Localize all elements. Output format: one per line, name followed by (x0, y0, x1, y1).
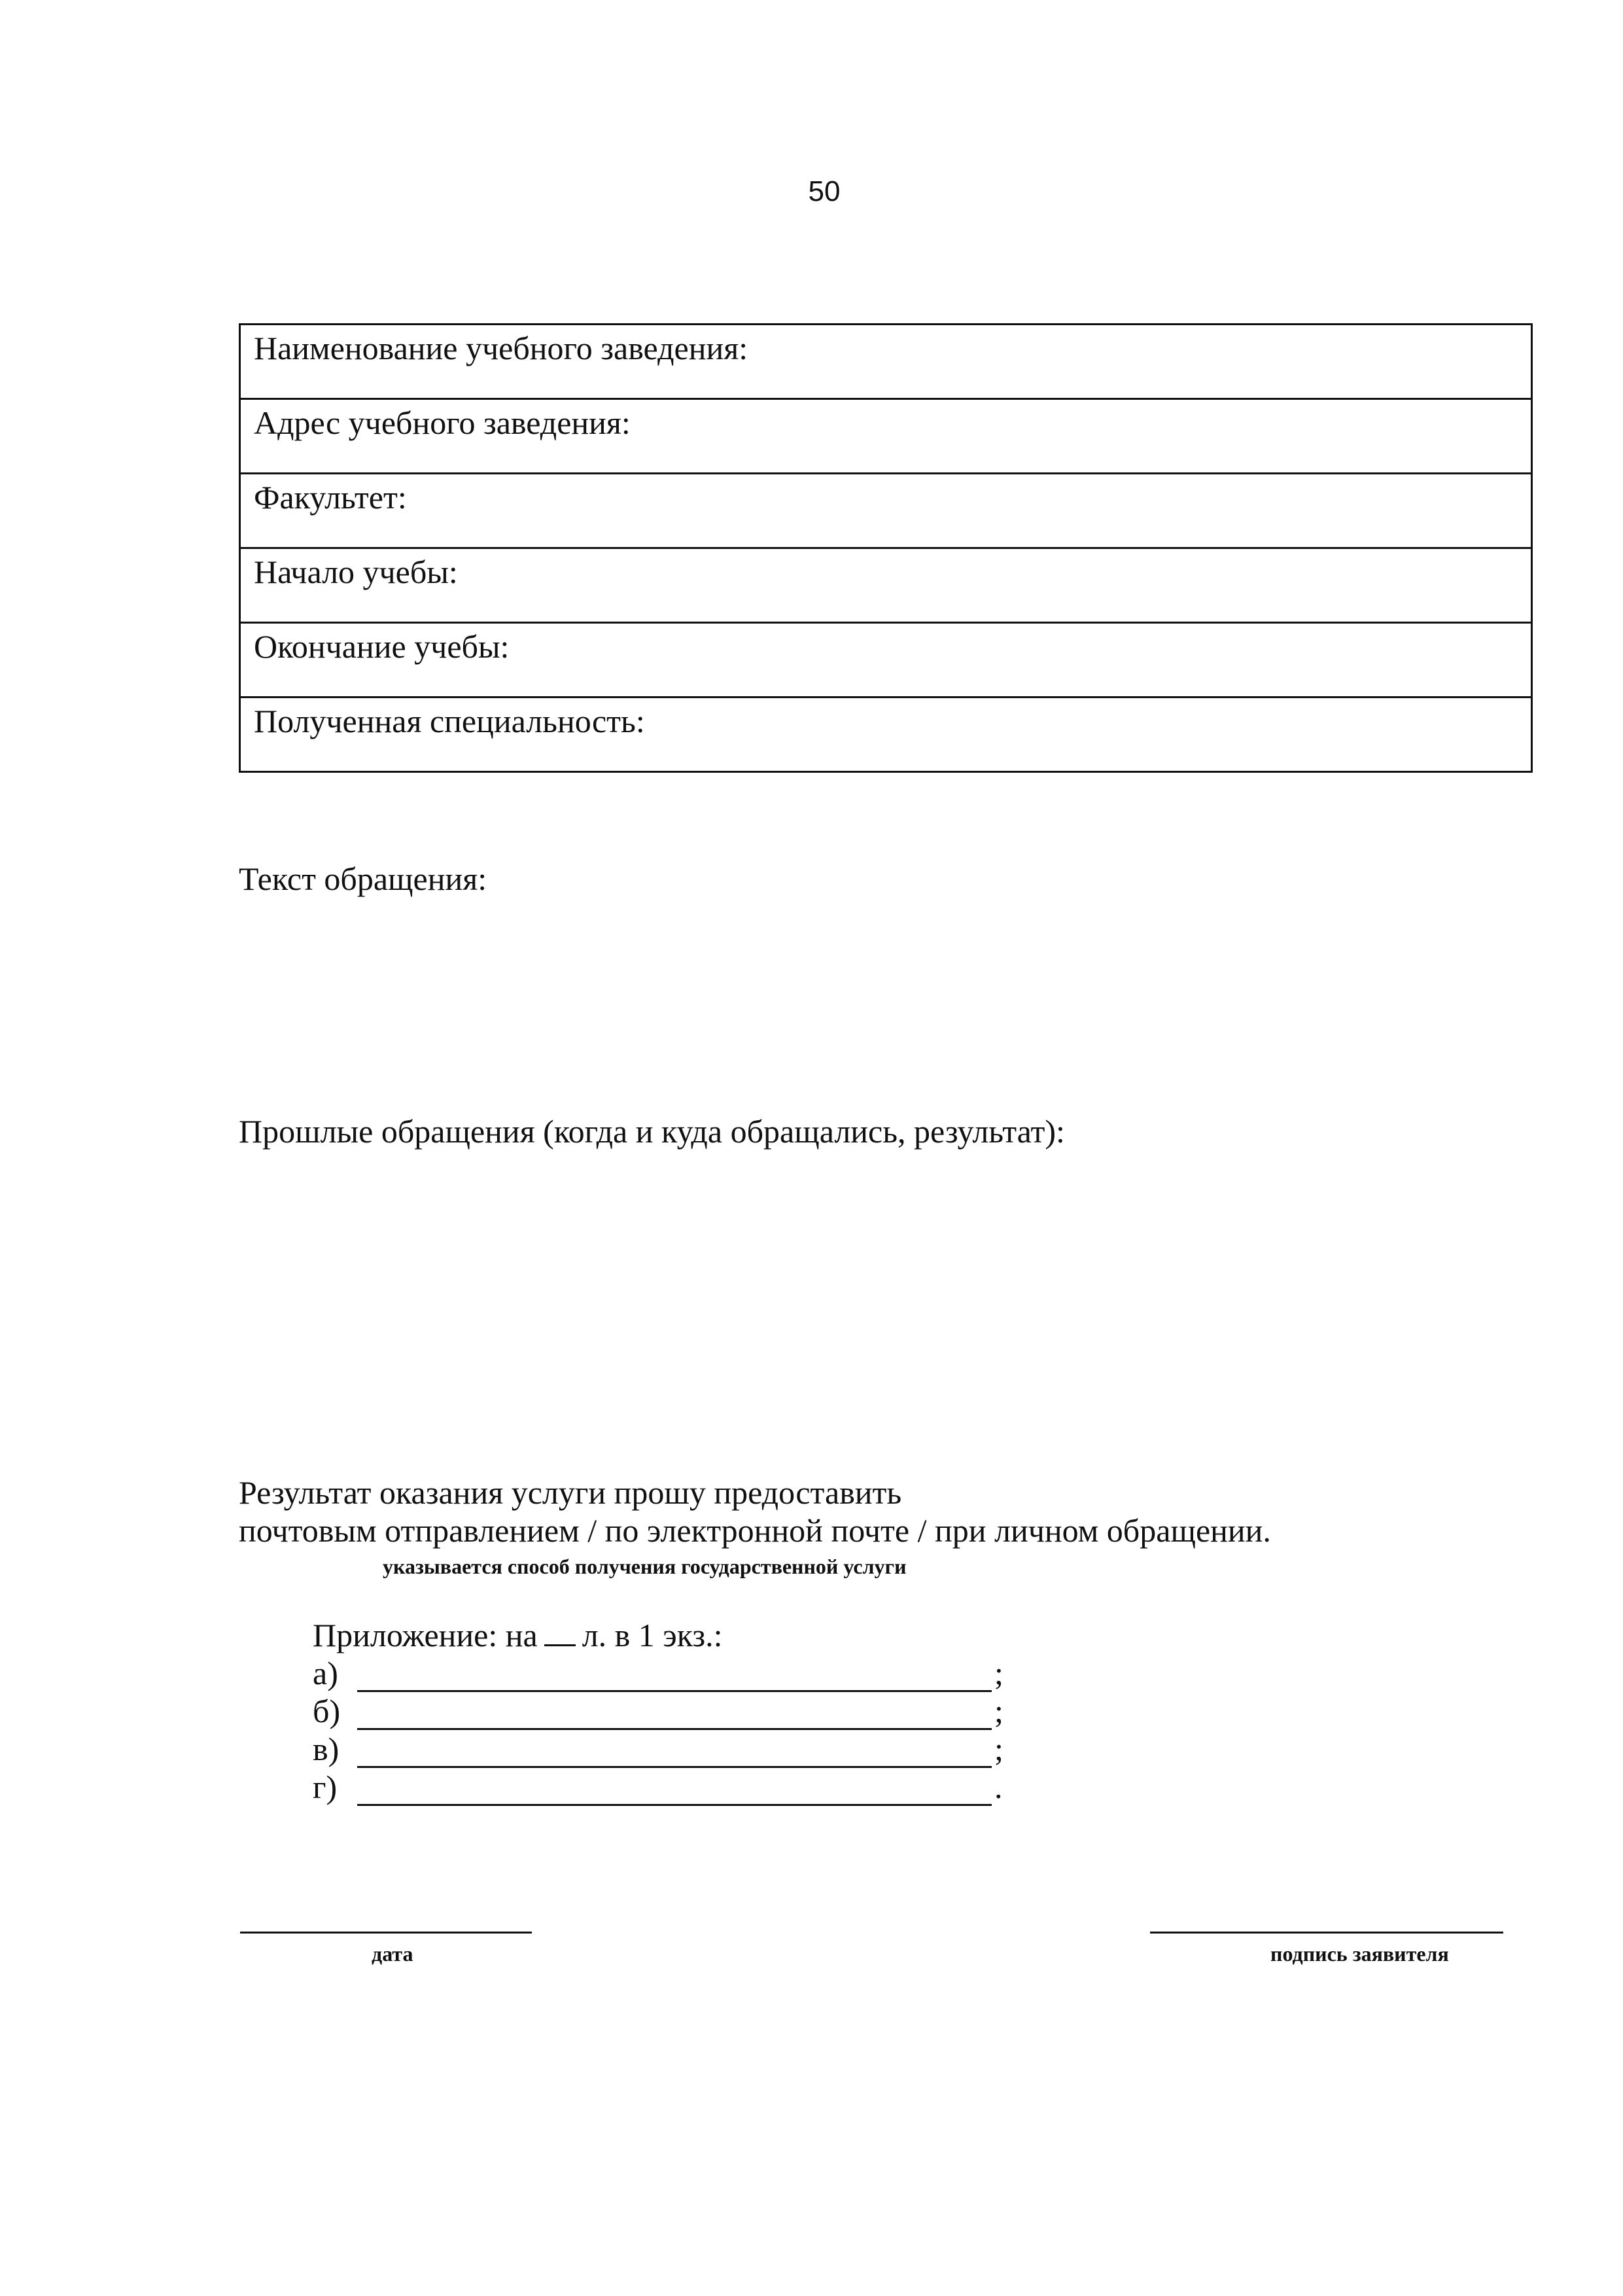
appeal-text-label: Текст обращения: (239, 860, 487, 897)
education-info-table (239, 323, 1533, 773)
appendix-item-end: ; (994, 1655, 1003, 1691)
row-label-faculty: Факультет: (254, 479, 407, 516)
appendix-item-line[interactable] (357, 1659, 992, 1692)
appendix-item-end: ; (994, 1731, 1003, 1767)
signature-caption: подпись заявителя (1270, 1942, 1449, 1966)
appendix-item (313, 1730, 1003, 1768)
result-delivery-line1: Результат оказания услуги прошу предоставить (239, 1474, 902, 1511)
table-cell[interactable] (240, 623, 1532, 698)
table-cell[interactable] (240, 325, 1532, 399)
result-delivery-line2: почтовым отправлением / по электронной почте / при личном обращении. (239, 1512, 1271, 1549)
table-cell[interactable] (240, 548, 1532, 623)
table-row (240, 698, 1532, 772)
page-number: 50 (808, 175, 841, 207)
appendix-item (313, 1654, 1003, 1692)
table-row (240, 399, 1532, 474)
sheet-count-blank[interactable] (544, 1618, 576, 1646)
date-caption: дата (372, 1942, 413, 1966)
row-label-specialty: Полученная специальность: (254, 703, 645, 739)
table-row (240, 474, 1532, 548)
appendix-item-letter: б) (313, 1693, 341, 1729)
appendix-item-letter: в) (313, 1731, 340, 1767)
signature-line[interactable] (1150, 1932, 1503, 1934)
appendix-item (313, 1768, 1003, 1806)
date-line[interactable] (240, 1932, 532, 1934)
row-label-study-start: Начало учебы: (254, 554, 458, 590)
row-label-institution-name: Наименование учебного заведения: (254, 330, 748, 366)
delivery-method-caption: указывается способ получения государственной услуги (383, 1555, 907, 1578)
row-label-institution-address: Адрес учебного заведения: (254, 404, 631, 441)
appendix-item-line[interactable] (357, 1697, 992, 1730)
appendix-item-end: . (994, 1769, 1003, 1805)
table-row (240, 325, 1532, 399)
appendix-block (313, 1616, 1003, 1806)
appendix-prefix: Приложение: на (313, 1617, 538, 1653)
table-row (240, 548, 1532, 623)
appendix-item-end: ; (994, 1693, 1003, 1729)
row-label-study-end: Окончание учебы: (254, 628, 510, 665)
appendix-item (313, 1692, 1003, 1730)
table-cell[interactable] (240, 474, 1532, 548)
appendix-title (313, 1616, 1003, 1654)
appendix-item-letter: а) (313, 1655, 338, 1691)
appendix-suffix: л. в 1 экз.: (582, 1617, 723, 1653)
past-appeals-label: Прошлые обращения (когда и куда обращались, результат): (239, 1113, 1065, 1150)
table-cell[interactable] (240, 399, 1532, 474)
appendix-item-line[interactable] (357, 1773, 992, 1806)
appendix-item-letter: г) (313, 1769, 338, 1805)
table-row (240, 623, 1532, 698)
table-cell[interactable] (240, 698, 1532, 772)
appendix-item-line[interactable] (357, 1735, 992, 1768)
